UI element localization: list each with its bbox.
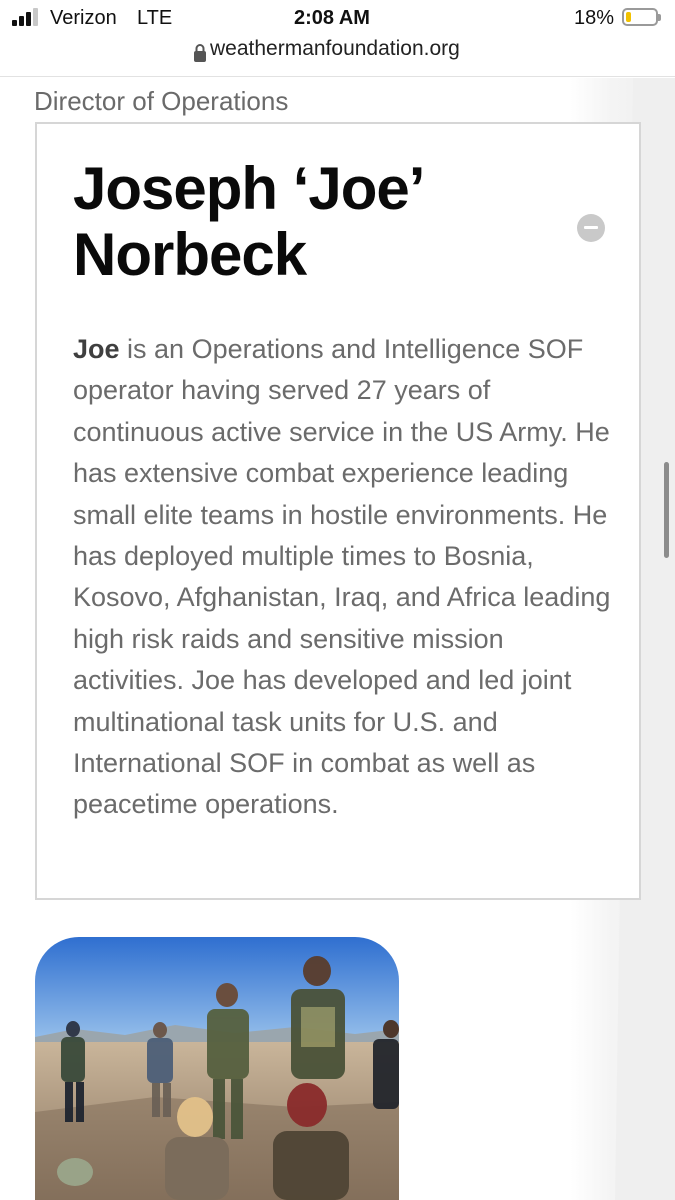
scroll-indicator[interactable]: [664, 462, 669, 558]
lock-icon: [193, 43, 207, 63]
collapse-button[interactable]: [577, 214, 605, 242]
team-photo: [35, 937, 399, 1200]
profile-name: Joseph ‘Joe’ Norbeck: [73, 155, 422, 288]
role-label: Director of Operations: [34, 86, 289, 116]
cellular-signal-icon: [12, 8, 44, 26]
team-photo-image: [35, 937, 399, 1200]
battery-icon: [622, 8, 658, 26]
bio-card: [35, 122, 641, 900]
battery-level-fill: [626, 12, 631, 22]
address-bar[interactable]: [0, 36, 675, 77]
carrier-name: Verizon: [50, 7, 117, 29]
status-time: 2:08 AM: [294, 7, 370, 29]
bio-lead-name: Joe: [73, 334, 120, 364]
status-bar: [0, 0, 675, 36]
battery-percent: 18%: [574, 7, 615, 29]
url-text[interactable]: weathermanfoundation.org: [210, 37, 460, 60]
bio-body: is an Operations and Intelligence SOF operator having served 27 years of continuous active service in the US Army. He has extensive combat experience leading small elite teams in hostile environments. He has deployed multiple times to Bosnia, Kosovo, Afghanistan, Iraq, and Africa leading high risk raids and sensitive mission activities. Joe has developed and led joint multinational task units for U.S. and International SOF in combat as well as peacetime operations.: [73, 334, 611, 820]
network-type: LTE: [137, 7, 173, 29]
bio-paragraph: [73, 329, 618, 826]
